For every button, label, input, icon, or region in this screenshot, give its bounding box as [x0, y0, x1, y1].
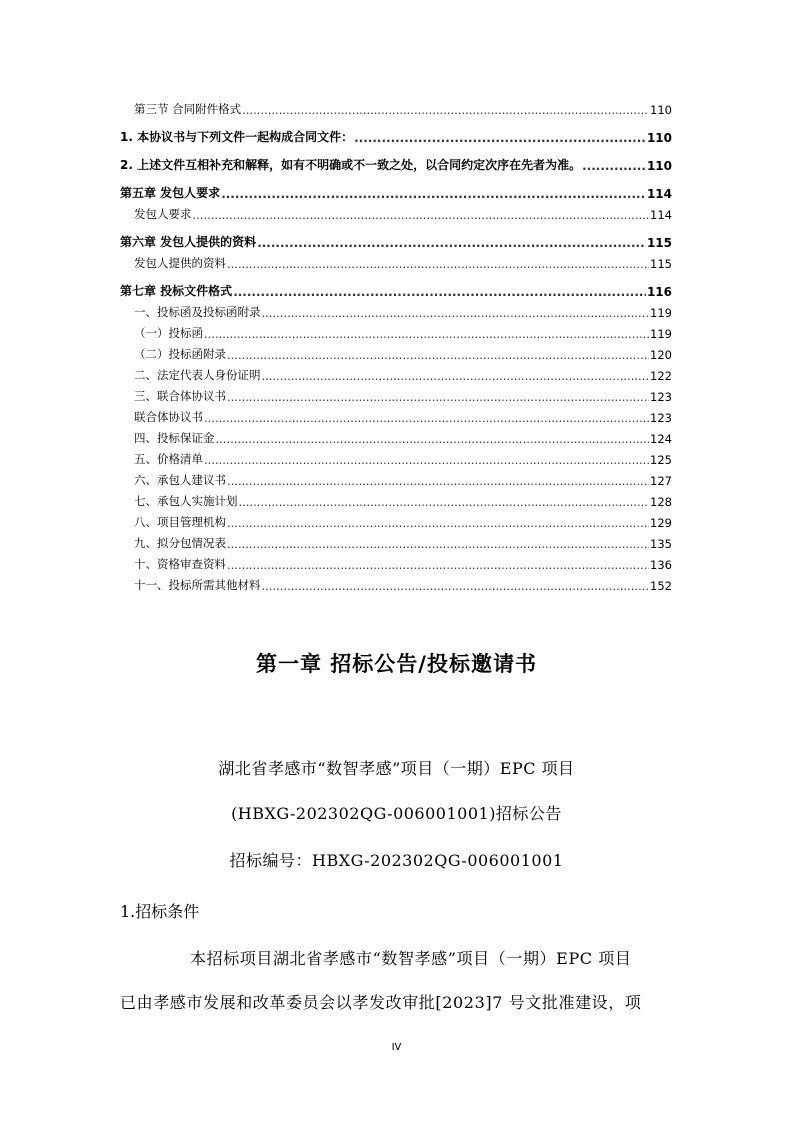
toc-leader-dots [354, 131, 646, 145]
toc-entry-page: 123 [650, 411, 672, 425]
toc-entry-title: 发包人要求 [134, 207, 192, 221]
toc-leader-dots [216, 432, 650, 446]
toc-entry[interactable] [120, 488, 672, 509]
notice-title-line1: 湖北省孝感市“数智孝感”项目（一期）EPC 项目 [218, 759, 575, 778]
toc-entry[interactable] [120, 201, 672, 222]
toc-entry[interactable] [120, 362, 672, 383]
toc-leader-dots [204, 327, 649, 341]
toc-leader-dots [582, 159, 646, 173]
toc-leader-dots [227, 257, 649, 271]
toc-entry-page: 136 [650, 558, 672, 572]
toc-entry-page: 122 [650, 369, 672, 383]
toc-leader-dots [227, 348, 649, 362]
toc-entry-page: 119 [650, 327, 672, 341]
toc-entry-page: 119 [650, 306, 672, 320]
toc-entry-page: 110 [646, 131, 672, 145]
toc-entry[interactable] [120, 383, 672, 404]
toc-leader-dots [227, 474, 649, 488]
toc-entry[interactable] [120, 341, 672, 362]
toc-entry-title: 三、联合体协议书 [134, 389, 226, 403]
toc-leader-dots [221, 187, 646, 201]
toc-entry-page: 127 [650, 474, 672, 488]
toc-entry[interactable] [120, 250, 672, 271]
toc-entry-page: 110 [646, 159, 672, 173]
toc-entry-title: 七、承包人实施计划 [134, 494, 238, 508]
toc-entry[interactable] [120, 145, 672, 173]
toc-entry-title: 第六章 发包人提供的资料 [120, 235, 257, 249]
toc-leader-dots [262, 306, 650, 320]
toc-entry[interactable] [120, 299, 672, 320]
toc-entry[interactable] [120, 446, 672, 467]
toc-leader-dots [262, 369, 650, 383]
toc-entry-title: 第三节 合同附件格式 [134, 102, 242, 116]
section-heading: 1.招标条件 [120, 902, 200, 921]
toc-entry-page: 152 [650, 579, 672, 593]
toc-entry-page: 128 [650, 495, 672, 509]
toc-entry[interactable] [120, 509, 672, 530]
toc-entry[interactable] [120, 467, 672, 488]
toc-entry-title: 2. 上述文件互相补充和解释，如有不明确或不一致之处，以合同约定次序在先者为准。 [120, 158, 582, 172]
toc-entry[interactable] [120, 96, 672, 117]
toc-entry[interactable] [120, 173, 672, 201]
toc-entry-title: 十、资格审查资料 [134, 557, 226, 571]
toc-entry[interactable] [120, 425, 672, 446]
notice-title-line2: (HBXG-202302QG-006001001)招标公告 [231, 804, 562, 823]
toc-entry-page: 135 [650, 537, 672, 551]
toc-entry-title: 八、项目管理机构 [134, 515, 226, 529]
toc-entry[interactable] [120, 222, 672, 250]
toc-entry-title: 1. 本协议书与下列文件一起构成合同文件： [120, 130, 354, 144]
toc-entry-title: 联合体协议书 [134, 410, 203, 424]
toc-entry-page: 123 [650, 390, 672, 404]
toc-entry-title: 五、价格清单 [134, 452, 203, 466]
toc-entry-title: 九、拟分包情况表 [134, 536, 226, 550]
toc-entry-title: 一、投标函及投标函附录 [134, 305, 261, 319]
toc-leader-dots [233, 285, 646, 299]
toc-leader-dots [204, 453, 649, 467]
toc-entry-page: 115 [650, 257, 672, 271]
body-paragraph-line: 已由孝感市发展和改革委员会以孝发改审批[2023]7 号文批准建设，项 [120, 993, 642, 1012]
toc-leader-dots [227, 390, 649, 404]
page-number: IV [391, 1042, 402, 1053]
tender-number: 招标编号：HBXG-202302QG-006001001 [229, 851, 564, 870]
chapter-title: 第一章 招标公告/投标邀请书 [256, 652, 537, 676]
toc-entry-title: （二）投标函附录 [134, 347, 226, 361]
toc-entry-page: 115 [646, 236, 672, 250]
toc-leader-dots [227, 558, 649, 572]
toc-entry-title: 第五章 发包人要求 [120, 186, 221, 200]
toc-entry-page: 120 [650, 348, 672, 362]
toc-entry-page: 114 [650, 208, 672, 222]
toc-entry-title: 六、承包人建议书 [134, 473, 226, 487]
toc-entry-title: 第七章 投标文件格式 [120, 284, 233, 298]
toc-entry-title: 二、法定代表人身份证明 [134, 368, 261, 382]
toc-entry-page: 116 [646, 285, 672, 299]
toc-entry-title: 发包人提供的资料 [134, 256, 226, 270]
toc-entry[interactable] [120, 271, 672, 299]
toc-entry-page: 124 [650, 432, 672, 446]
toc-leader-dots [227, 516, 649, 530]
toc-entry-title: 四、投标保证金 [134, 431, 215, 445]
body-paragraph-line: 本招标项目湖北省孝感市“数智孝感”项目（一期）EPC 项目 [190, 949, 632, 968]
toc-entry[interactable] [120, 404, 672, 425]
toc-leader-dots [262, 579, 650, 593]
toc-entry-title: （一）投标函 [134, 326, 203, 340]
toc-leader-dots [204, 411, 649, 425]
toc-entry[interactable] [120, 572, 672, 593]
toc-entry-page: 125 [650, 453, 672, 467]
toc-entry[interactable] [120, 530, 672, 551]
toc-entry-page: 114 [646, 187, 672, 201]
toc-entry-title: 十一、投标所需其他材料 [134, 578, 261, 592]
toc-entry-page: 110 [650, 103, 672, 117]
table-of-contents [120, 96, 672, 593]
toc-leader-dots [227, 537, 649, 551]
toc-leader-dots [239, 495, 650, 509]
toc-leader-dots [242, 103, 649, 117]
toc-entry[interactable] [120, 551, 672, 572]
toc-leader-dots [193, 208, 650, 222]
toc-entry[interactable] [120, 117, 672, 145]
toc-leader-dots [257, 236, 646, 250]
toc-entry-page: 129 [650, 516, 672, 530]
toc-entry[interactable] [120, 320, 672, 341]
